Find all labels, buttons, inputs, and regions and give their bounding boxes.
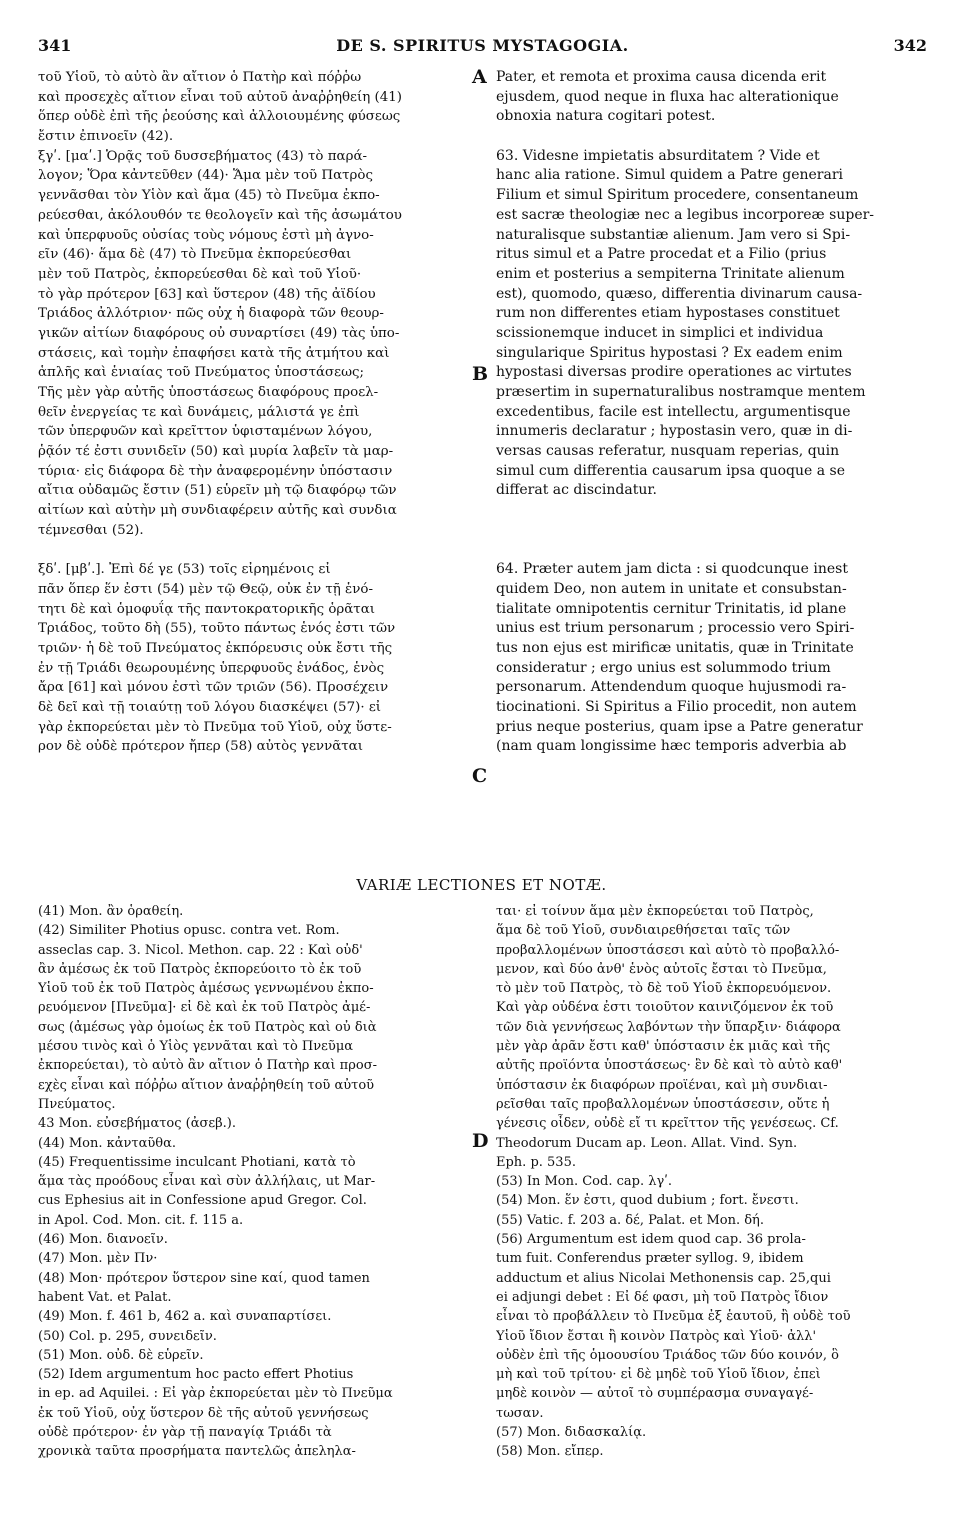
greek-text-line: ὅπερ οὐδὲ ἐπὶ τῆς ῥεούσης καὶ ἀλλοιουμένης φύσεως	[38, 109, 401, 125]
latin-text-line: Pater, et remota et proxima causa dicenda erit	[496, 69, 827, 85]
greek-text-line: ἁπλῆς καὶ ἑνιαίας τοῦ Πνεύματος ὑποστάσεως;	[38, 365, 365, 381]
note-line: ρεῖσθαι ταῖς προβαλλομένων ὑποστάσεσιν, οὔτε ἡ	[496, 1096, 830, 1112]
latin-text-line: obnoxia natura cogitari potest.	[496, 108, 716, 125]
note-line: σως (ἀμέσως γὰρ ὁμοίως ἐκ τοῦ Πατρὸς καὶ οὐ διὰ	[38, 1019, 377, 1035]
latin-text-line: præsertim in supernaturalibus nostramque mentem	[496, 384, 866, 400]
greek-text-line: τοῦ Υἱοῦ, τὸ αὐτὸ ἂν αἴτιον ὁ Πατὴρ καὶ πόῤῥω	[38, 70, 362, 85]
notes-left-column	[38, 902, 478, 1462]
note-line: ρευόμενον [Πνεῦμα]· εἰ δὲ καὶ ἐκ τοῦ Πατρὸς ἀμέ-	[38, 1000, 371, 1016]
note-line: (56) Argumentum est idem quod cap. 36 prola-	[496, 1232, 806, 1248]
note-line: (44) Mon. κἀνταῦθα.	[38, 1135, 177, 1151]
latin-text-line: naturalisque substantiæ alienum. Jam vero si Spi-	[496, 226, 851, 243]
greek-text-line: αἴτια οὐδαμῶς ἔστιν (51) εὑρεῖν μὴ τῷ διαφόρῳ τῶν	[38, 483, 397, 499]
note-line: (50) Col. p. 295, συνειδεῖν.	[38, 1328, 217, 1344]
note-line: asseclas cap. 3. Nicol. Methon. cap. 22 : Καὶ οὐδ'	[38, 942, 363, 958]
latin-text-line: versas causas referatur, nusquam reperias, quin	[496, 443, 840, 460]
margin-marker-b: B	[472, 363, 489, 385]
greek-text-line: αἰτίων καὶ αὐτὴν μὴ συνδιαφέρειν αὐτῆς καὶ συνδια	[38, 503, 397, 519]
note-line: ἐκπορεύεται), τὸ αὐτὸ ἂν αἴτιον ὁ Πατὴρ καὶ προσ-	[38, 1058, 377, 1074]
latin-text-line: unius est trium personarum ; processio vero Spiri-	[496, 620, 855, 637]
greek-text-line: Τριάδος, τοῦτο δὴ (55), τοῦτο πάντως ἑνός ἐστι τῶν	[38, 621, 396, 637]
greek-text-line: ἔστιν ἐπινοεῖν (42).	[38, 129, 174, 145]
greek-text-line: τὸ γὰρ πρότερον [63] καὶ ὕστερον (48) τῆς ἀϊδίου	[38, 286, 376, 302]
note-line: tum fuit. Conferendus præter syllog. 9, ibidem	[496, 1251, 804, 1267]
note-line: Καὶ γὰρ οὐδένα ἐστι τοιοῦτον καινιζόμενον ἐκ τοῦ	[496, 1000, 834, 1016]
note-line: (54) Mon. ἕν ἐστι, quod dubium ; fort. ἔνεστι.	[496, 1193, 799, 1209]
note-line: Eph. p. 535.	[496, 1154, 576, 1170]
page-number-right: 342	[893, 36, 927, 55]
greek-text-line: γικῶν αἰτίων διαφόρους οὐ συναρτίσει (49) τὰς ὑπο-	[38, 325, 400, 341]
latin-text-line: enim et posterius a sempiterna Trinitate alienum	[496, 265, 845, 282]
latin-text-line: Filium et simul Spiritum procedere, consentaneum	[496, 187, 859, 204]
note-line: (45) Frequentissime inculcant Photiani, κατὰ τὸ	[38, 1154, 356, 1170]
latin-text-line: innumeris declaratur ; hypostasin vero, quæ in di-	[496, 423, 853, 440]
note-line: Theodorum Ducam ap. Leon. Allat. Vind. Syn.	[496, 1135, 798, 1151]
latin-text-column	[496, 68, 928, 757]
latin-text-line: personarum. Attendendum quoque hujusmodi ra-	[496, 679, 847, 696]
running-title: DE S. SPIRITUS MYSTAGOGIA.	[336, 36, 629, 55]
greek-text-line: ρον δὲ οὐδὲ πρότερον ἤπερ (58) αὐτὸς γεννᾶται	[38, 739, 363, 755]
greek-text-line: ρεύεσθαι, ἀκόλουθόν τε θεολογεῖν καὶ τῆς ἀσωμάτου	[38, 207, 402, 223]
latin-text-line: 64. Præter autem jam dicta : si quodcunque inest	[496, 561, 848, 578]
greek-text-line: τύρια· εἰς διάφορα δὲ τὴν ἀναφερομένην ὑπόστασιν	[38, 463, 393, 479]
note-line: in ep. ad Aquilei. : Εἰ γὰρ ἐκπορεύεται μὲν τὸ Πνεῦμα	[38, 1386, 393, 1402]
note-line: (53) In Mon. Cod. cap. λγʹ.	[496, 1174, 672, 1190]
greek-text-line: εῖν (46)· ἅμα δὲ (47) τὸ Πνεῦμα ἐκπορεύεσθαι	[38, 247, 352, 263]
note-line: (57) Mon. διδασκαλίᾳ.	[496, 1425, 647, 1441]
latin-text-line: singularique Spiritus hypostasi ? Ex eadem enim	[496, 344, 843, 361]
notes-section-title: VARIÆ LECTIONES ET NOTÆ.	[356, 876, 607, 894]
greek-text-line: Τῆς μὲν γὰρ αὐτῆς ὑποστάσεως διαφόρους προελ-	[38, 385, 379, 400]
margin-marker-c: C	[472, 765, 488, 787]
note-line: adductum et alius Nicolai Methonensis cap. 25,qui	[496, 1270, 831, 1286]
note-line: habent Vat. et Palat.	[38, 1289, 172, 1305]
latin-text-line: est), quomodo, quæso, differentia divinarum causa-	[496, 285, 863, 302]
latin-text-line	[496, 521, 928, 541]
note-line: χρονικὰ ταῦτα προσρήματα παντελῶς ἀπεληλα-	[38, 1444, 356, 1460]
note-line: εχὲς εἶναι καὶ πόῤῥω αἴτιον ἀναῤῥηθείη τοῦ αὐτοῦ	[38, 1077, 375, 1093]
note-line: ἅμα δὲ τοῦ Υἱοῦ, συνδιαιρεθήσεται ταῖς τῶν	[496, 923, 791, 939]
note-line: (55) Vatic. f. 203 a. δέ, Palat. et Mon. δή.	[496, 1212, 764, 1228]
latin-text-line: scissionemque inducet in simplici et individua	[496, 324, 824, 341]
greek-text-line: ξδʹ. [μβʹ.]. Ἐπὶ δέ γε (53) τοῖς εἰρημένοις εἰ	[38, 562, 331, 578]
note-line: (49) Mon. f. 461 b, 462 a. καὶ συναπαρτίσει.	[38, 1309, 332, 1325]
latin-text-line: 63. Videsne impietatis absurditatem ? Vide et	[496, 147, 820, 164]
note-line: ὑπόστασιν ἐκ διαφόρων προϊέναι, καὶ μὴ συνδιαι-	[496, 1077, 828, 1093]
page-number-left: 341	[38, 36, 72, 55]
latin-text-line: tiocinationi. Si Spiritus a Filio procedit, non autem	[496, 699, 857, 715]
greek-text-line: τητι δὲ καὶ ὁμοφυΐᾳ τῆς παντοκρατορικῆς ὁρᾶται	[38, 601, 376, 617]
note-line: ἂν ἀμέσως ἐκ τοῦ Πατρὸς ἐκπορεύοιτο τὸ ἐκ τοῦ	[38, 961, 362, 977]
note-line: 43 Mon. εὐσεβήματος (ἀσεβ.).	[38, 1116, 236, 1132]
greek-text-line: καὶ προσεχὲς αἴτιον εἶναι τοῦ αὐτοῦ ἀναῤῥηθείη (41)	[38, 89, 402, 105]
greek-text-line: λογον; Ὅρα κἀντεῦθεν (44)· Ἅμα μὲν τοῦ Πατρὸς	[38, 168, 373, 184]
note-line: γένεσις οἶδεν, οὐδὲ εἴ τι κρεῖττον τῆς γενέσεως. Cf.	[496, 1116, 839, 1132]
note-line: (48) Mon· πρότερον ὕστερον sine καί, quod tamen	[38, 1270, 370, 1286]
note-line: Πνεύματος.	[38, 1096, 116, 1112]
latin-text-line: hypostasi diversas prodire operationes ac virtutes	[496, 364, 852, 381]
greek-text-line: πᾶν ὅπερ ἕν ἐστι (54) μὲν τῷ Θεῷ, οὐκ ἐν τῇ ἑνό-	[38, 581, 373, 597]
greek-text-line: ῥᾷόν τέ ἐστι συνιδεῖν (50) καὶ μυρία λαβεῖν τὰ μαρ-	[38, 444, 394, 460]
latin-text-line: ritus simul et a Patre procedat et a Filio (prius	[496, 246, 827, 263]
latin-text-line	[496, 127, 928, 147]
greek-text-line: τέμνεσθαι (52).	[38, 522, 144, 538]
latin-text-line: tialitate omnipotentis cernitur Trinitatis, id plane	[496, 600, 847, 617]
note-line: cus Ephesius ait in Confessione apud Gregor. Col.	[38, 1193, 367, 1209]
greek-text-line: καὶ ὑπερφυοῦς οὐσίας τοὺς νόμους ἐστὶ μὴ ἀγνο-	[38, 227, 374, 243]
margin-marker-d: D	[472, 1130, 489, 1152]
note-line: τὸ μὲν τοῦ Πατρὸς, τὸ δὲ τοῦ Υἱοῦ ἐκπορευόμενον.	[496, 981, 832, 997]
note-line: (51) Mon. οὐδ. δὲ εὑρεῖν.	[38, 1347, 204, 1363]
note-line: (46) Mon. διανοεῖν.	[38, 1232, 168, 1248]
latin-text-line: est sacræ theologiæ nec a legibus incorporeæ super-	[496, 206, 875, 223]
greek-text-column	[38, 68, 471, 757]
latin-text-line: excedentibus, facile est intellectu, argumentisque	[496, 403, 851, 420]
greek-text-line: ἐν τῇ Τριάδι θεωρουμένης ὑπερφυοῦς ἑνάδος, ἑνὸς	[38, 660, 385, 676]
greek-text-line: ξγʹ. [μαʹ.] Ὁρᾷς τοῦ δυσσεβήματος (43) τὸ παρά-	[38, 148, 368, 164]
greek-text-line: στάσεις, καὶ τομὴν ἐπαφήσει κατὰ τῆς ἀτμήτου καὶ	[38, 345, 390, 361]
note-line: μὴ καὶ τοῦ τρίτου· εἰ δὲ μηδὲ τοῦ Υἱοῦ ἴδιον, ἐπεὶ	[496, 1367, 821, 1383]
greek-text-line: τριῶν· ἡ δὲ τοῦ Πνεύματος ἐκπόρευσις οὐκ ἔστι τῆς	[38, 640, 393, 656]
greek-text-line: γεννᾶσθαι τὸν Υἱὸν καὶ ἅμα (45) τὸ Πνεῦμα ἐκπο-	[38, 188, 380, 204]
note-line: μενον, καὶ δύο ἀνθ' ἑνὸς αὐτοῖς ἔσται τὸ Πνεῦμα,	[496, 961, 827, 977]
latin-text-line: consideratur ; ergo unius est solummodo trium	[496, 659, 831, 676]
latin-text-line: tus non ejus est mirificæ unitatis, quæ in Trinitate	[496, 639, 854, 656]
note-line: εἶναι τὸ προβάλλειν τὸ Πνεῦμα ἐξ ἑαυτοῦ, ἢ οὐδὲ τοῦ	[496, 1309, 851, 1325]
latin-text-line: (nam quam longissime hæc temporis adverbia ab	[496, 738, 847, 755]
note-line: τωσαν.	[496, 1405, 544, 1421]
latin-text-line: prius neque posterius, quam ipse a Patre generatur	[496, 718, 863, 735]
note-line: αὐτῆς προϊόντα ὑποστάσεως· ἓν δὲ καὶ τὸ αὐτὸ καθ'	[496, 1058, 843, 1074]
note-line: τῶν διὰ γεννήσεως λαβόντων τὴν ὕπαρξιν· διάφορα	[496, 1019, 841, 1035]
note-line: ται· εἰ τοίνυν ἅμα μὲν ἐκπορεύεται τοῦ Πατρὸς,	[496, 904, 814, 919]
note-line: ἐκ τοῦ Υἱοῦ, οὐχ ὕστερον δὲ τῆς αὐτοῦ γεννήσεως	[38, 1405, 369, 1421]
latin-text-line: rum non differentes etiam hypostases constituet	[496, 305, 840, 322]
note-line: προβαλλομένων ὑποστάσεσι καὶ αὐτὸ τὸ προβαλλό-	[496, 942, 840, 958]
greek-text-line: Τριάδος ἀλλότριον· πῶς οὐχ ἡ διαφορὰ τῶν θεουρ-	[38, 306, 384, 322]
greek-text-line: γὰρ ἐκπορεύεται μὲν τὸ Πνεῦμα τοῦ Υἱοῦ, οὐχ ὕστε-	[38, 719, 392, 735]
note-line: Υἱοῦ ἴδιον ἔσται ἢ κοινὸν Πατρὸς καὶ Υἱοῦ· ἀλλ'	[496, 1328, 817, 1344]
note-line: ei adjungi debet : Εἰ δέ φασι, μὴ τοῦ Πατρὸς ἴδιον	[496, 1289, 829, 1305]
note-line: μέσου τινὸς καὶ ὁ Υἱὸς γεννᾶται καὶ τὸ Πνεῦμα	[38, 1039, 354, 1055]
note-line: (41) Mon. ἂν ὁραθείη.	[38, 904, 184, 919]
note-line: in Apol. Cod. Mon. cit. f. 115 a.	[38, 1212, 244, 1228]
greek-text-line: τῶν ὑπερφυῶν καὶ κρεῖττον ὑφισταμένων λόγου,	[38, 424, 373, 440]
note-line: οὐδὲν ἐπὶ τῆς ὁμοουσίου Τριάδος τῶν δύο κοινόν, ὃ	[496, 1347, 839, 1363]
latin-text-line: hanc alia ratione. Simul quidem a Patre generari	[496, 167, 844, 184]
latin-text-line: differat ac discindatur.	[496, 482, 657, 499]
note-line: μηδὲ κοινὸν — αὐτοῖ τὸ συμπέρασμα συναγαγέ-	[496, 1386, 814, 1402]
note-line: (58) Mon. εἴπερ.	[496, 1444, 604, 1460]
note-line: Υἱοῦ τοῦ ἐκ τοῦ Πατρὸς ἀμέσως γεννωμένου ἐκπο-	[38, 981, 374, 997]
note-line: οὐδὲ πρότερον· ἐν γὰρ τῇ παναγίᾳ Τριάδι τὰ	[38, 1425, 332, 1441]
latin-text-line: quidem Deo, non autem in unitate et consubstan-	[496, 580, 847, 597]
margin-marker-a: A	[472, 66, 487, 88]
greek-text-line	[38, 541, 471, 561]
note-line: (47) Mon. μὲν Πν·	[38, 1251, 158, 1267]
note-line: ἅμα τὰς προόδους εἶναι καὶ σὺν ἀλλήλαις, ut Mar-	[38, 1174, 376, 1190]
latin-text-line: simul cum differentia causarum ipsa quoque a se	[496, 462, 846, 479]
greek-text-line: ἄρα [61] καὶ μόνου ἐστὶ τῶν τριῶν (56). Προσέχειν	[38, 680, 389, 696]
notes-right-column	[496, 902, 928, 1462]
note-line: (42) Similiter Photius opusc. contra vet. Rom.	[38, 923, 340, 939]
note-line: μὲν γὰρ ἀρᾶν ἔστι καθ' ὑπόστασιν ἐκ μιᾶς καὶ τῆς	[496, 1039, 831, 1055]
running-header	[38, 36, 927, 60]
greek-text-line: θεῖν ἐνεργείας τε καὶ δυνάμεις, μάλιστά γε ἐπὶ	[38, 404, 360, 420]
greek-text-line: μὲν τοῦ Πατρὸς, ἐκπορεύεσθαι δὲ καὶ τοῦ Υἱοῦ·	[38, 266, 362, 282]
note-line: (52) Idem argumentum hoc pacto effert Photius	[38, 1367, 354, 1383]
greek-text-line: δὲ δεῖ καὶ τῇ τοιαύτῃ τοῦ λόγου διασκέψει (57)· εἰ	[38, 700, 382, 715]
latin-text-line	[496, 541, 928, 561]
latin-text-line	[496, 501, 928, 521]
latin-text-line: ejusdem, quod neque in fluxa hac alterationique	[496, 88, 839, 105]
